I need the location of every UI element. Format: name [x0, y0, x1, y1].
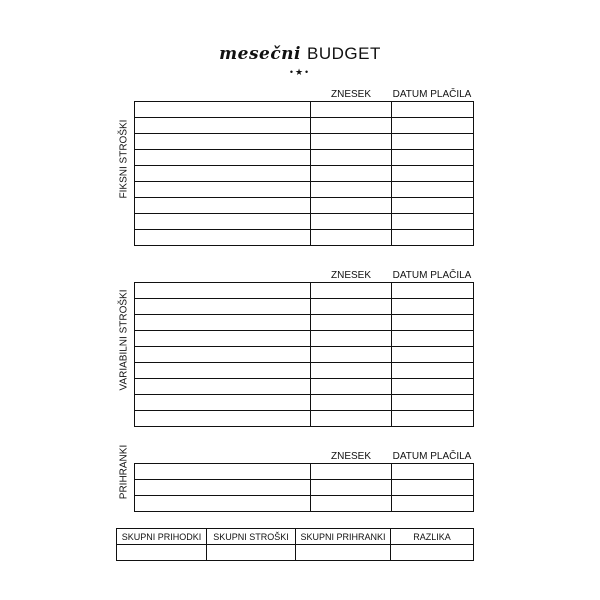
amount-cell[interactable] — [311, 496, 392, 512]
date-cell[interactable] — [392, 182, 474, 198]
amount-cell[interactable] — [311, 198, 392, 214]
item-cell[interactable] — [135, 347, 311, 363]
item-cell[interactable] — [135, 331, 311, 347]
difference-header: RAZLIKA — [391, 529, 474, 545]
table-row — [135, 496, 474, 512]
amount-cell[interactable] — [311, 102, 392, 118]
amount-cell[interactable] — [311, 395, 392, 411]
table-row — [135, 315, 474, 331]
fixed-costs-label: FIKSNI STROŠKI — [118, 119, 130, 199]
amount-cell[interactable] — [311, 299, 392, 315]
date-cell[interactable] — [392, 134, 474, 150]
amount-cell[interactable] — [311, 315, 392, 331]
date-cell[interactable] — [392, 166, 474, 182]
title-main: BUDGET — [307, 44, 381, 63]
item-cell[interactable] — [135, 315, 311, 331]
amount-cell[interactable] — [311, 331, 392, 347]
fixed-costs-table — [134, 101, 474, 246]
table-row — [135, 379, 474, 395]
table-row — [135, 182, 474, 198]
amount-cell[interactable] — [311, 283, 392, 299]
amount-cell[interactable] — [311, 166, 392, 182]
savings-table — [134, 463, 474, 512]
savings-date-header: DATUM PLAČILA — [392, 451, 472, 462]
date-cell[interactable] — [392, 214, 474, 230]
amount-cell[interactable] — [311, 214, 392, 230]
variable-costs-table — [134, 282, 474, 427]
item-cell[interactable] — [135, 134, 311, 150]
item-cell[interactable] — [135, 150, 311, 166]
date-cell[interactable] — [392, 198, 474, 214]
item-cell[interactable] — [135, 299, 311, 315]
amount-cell[interactable] — [311, 134, 392, 150]
date-cell[interactable] — [392, 230, 474, 246]
fixed-date-header: DATUM PLAČILA — [392, 89, 472, 100]
item-cell[interactable] — [135, 496, 311, 512]
total-income-cell[interactable] — [117, 545, 207, 561]
table-row — [135, 198, 474, 214]
table-row — [135, 230, 474, 246]
item-cell[interactable] — [135, 102, 311, 118]
date-cell[interactable] — [392, 480, 474, 496]
item-cell[interactable] — [135, 166, 311, 182]
date-cell[interactable] — [392, 411, 474, 427]
amount-cell[interactable] — [311, 150, 392, 166]
date-cell[interactable] — [392, 395, 474, 411]
fixed-costs-body — [135, 102, 474, 246]
total-savings-header: SKUPNI PRIHRANKI — [296, 529, 391, 545]
table-row — [135, 363, 474, 379]
amount-cell[interactable] — [311, 379, 392, 395]
savings-label: PRIHRANKI — [118, 444, 130, 500]
savings-amount-header: ZNESEK — [330, 451, 371, 462]
amount-cell[interactable] — [311, 363, 392, 379]
total-costs-header: SKUPNI STROŠKI — [207, 529, 296, 545]
item-cell[interactable] — [135, 230, 311, 246]
date-cell[interactable] — [392, 150, 474, 166]
amount-cell[interactable] — [311, 464, 392, 480]
totals-table — [116, 528, 474, 561]
table-row — [135, 102, 474, 118]
item-cell[interactable] — [135, 379, 311, 395]
amount-cell[interactable] — [311, 230, 392, 246]
item-cell[interactable] — [135, 395, 311, 411]
table-row — [135, 134, 474, 150]
date-cell[interactable] — [392, 118, 474, 134]
table-row — [135, 150, 474, 166]
page-title — [0, 44, 600, 64]
amount-cell[interactable] — [311, 347, 392, 363]
item-cell[interactable] — [135, 182, 311, 198]
item-cell[interactable] — [135, 283, 311, 299]
table-row — [135, 283, 474, 299]
date-cell[interactable] — [392, 379, 474, 395]
date-cell[interactable] — [392, 347, 474, 363]
date-cell[interactable] — [392, 496, 474, 512]
item-cell[interactable] — [135, 118, 311, 134]
table-row — [135, 411, 474, 427]
table-row — [135, 299, 474, 315]
table-row — [135, 395, 474, 411]
star-ornament-icon: •★• — [289, 67, 311, 77]
date-cell[interactable] — [392, 102, 474, 118]
total-income-header: SKUPNI PRIHODKI — [117, 529, 207, 545]
item-cell[interactable] — [135, 480, 311, 496]
table-row — [135, 331, 474, 347]
item-cell[interactable] — [135, 363, 311, 379]
table-row — [135, 118, 474, 134]
variable-amount-header: ZNESEK — [330, 270, 371, 281]
variable-costs-label: VARIABILNI STROŠKI — [118, 289, 130, 391]
title-script: mesečni — [219, 44, 301, 64]
table-row — [135, 464, 474, 480]
date-cell[interactable] — [392, 464, 474, 480]
difference-cell[interactable] — [391, 545, 474, 561]
date-cell[interactable] — [392, 299, 474, 315]
savings-body — [135, 464, 474, 512]
variable-date-header: DATUM PLAČILA — [392, 270, 472, 281]
amount-cell[interactable] — [311, 182, 392, 198]
fixed-amount-header: ZNESEK — [330, 89, 371, 100]
table-row — [135, 347, 474, 363]
date-cell[interactable] — [392, 331, 474, 347]
date-cell[interactable] — [392, 283, 474, 299]
variable-costs-body — [135, 283, 474, 427]
date-cell[interactable] — [392, 363, 474, 379]
date-cell[interactable] — [392, 315, 474, 331]
item-cell[interactable] — [135, 198, 311, 214]
total-costs-cell[interactable] — [207, 545, 296, 561]
amount-cell[interactable] — [311, 411, 392, 427]
table-row — [135, 214, 474, 230]
amount-cell[interactable] — [311, 480, 392, 496]
item-cell[interactable] — [135, 411, 311, 427]
item-cell[interactable] — [135, 214, 311, 230]
table-row — [135, 166, 474, 182]
item-cell[interactable] — [135, 464, 311, 480]
table-row — [135, 480, 474, 496]
amount-cell[interactable] — [311, 118, 392, 134]
total-savings-cell[interactable] — [296, 545, 391, 561]
